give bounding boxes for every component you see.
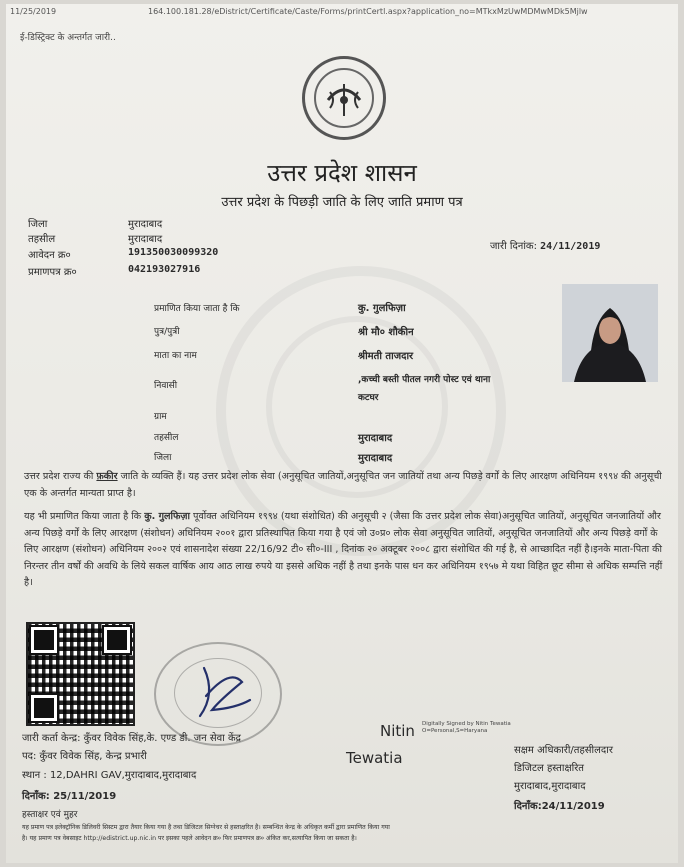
issue-date <box>490 238 600 252</box>
authority-place: मुरादाबाद,मुरादाबाद <box>514 781 586 792</box>
details-label-mother: माता का नाम <box>154 351 197 361</box>
issuer-date: दिनाँक: 25/11/2019 <box>22 791 117 802</box>
details-value-father: श्री मौ० शौकीन <box>358 327 414 338</box>
details-label-certified: प्रमाणित किया जाता है कि <box>154 304 240 314</box>
authority-designation: सक्षम अधिकारी/तहसीलदार <box>514 745 613 756</box>
details-label-district: जिला <box>154 453 172 463</box>
details-label-resident: निवासी <box>154 381 178 391</box>
tehsil-label: तहसील <box>28 234 56 245</box>
issuer-designation: पद: कुँवर विवेक सिंह, केन्द्र प्रभारी <box>22 751 147 762</box>
footer-line-1: यह प्रमाण पत्र इलेक्ट्रॉनिक डिलिवरी सिस्टम द्वारा तैयार किया गया है तथा डिजिटल सिग्नेचर से हस्ताक्षरित है। सम्बन्धित केन्द्र के अधिकृत कर्मी द्वारा प्रमाणित किया गया <box>22 824 390 831</box>
footer-line-2: है। यह प्रमाण पत्र वेबसाइट http://edistrict.up.nic.in पर इसका पहले आवेदन क्र० फिर प्रमाणपत्र क्र० अंकित कर,सत्यापित किया जा सकता है। <box>22 835 357 842</box>
digital-signature-signed-by: Digitally Signed by Nitin Tewatia <box>422 721 511 727</box>
issuer-centre: जारी कर्ता केन्द्र: कुँवर विवेक सिंह,के. एण्ड डी. जन सेवा केंद्र <box>22 733 241 744</box>
eligibility-part2: पूर्वोक्त अधिनियम १९९४ (यथा संशोधित) की अनुसूची २ (जैसा कि उत्तर प्रदेश लोक सेवा)अनुसूचित जातियों, अनुसूचित जनजातियों और अन्य पिछड़े वर्गों के लिए आरक्षण (संशोधन) अधिनियम २००१ द्वारा प्रतिस्थापित किया गया है एवं जो उ०प्र० लोक सेवा अनुसूचित जातियों, अनुसूचित जनजातियों और अन्य पिछड़े वर्गों के लिए आरक्षण (संशोधन) अधिनियम २००२ एवं शासनादेश संख्या 22/16/92 टी० सी०-III , दिनांक २० अक्टूबर २००८ द्वारा संशोधित की गई है, से आच्छादित नहीं है।इनके माता-पिता की निरन्तर तीन वर्षों की अवधि के लिये सकल वार्षिक आय आठ लाख रुपये या इससे अधिक नहीं है तथा इनके पास धन कर अधिनियम १९५७ मे यथा विहित छूट सीमा से अधिक सम्पत्ति नहीं है। <box>24 511 663 588</box>
caste-name: फ़कीर <box>96 471 118 482</box>
edistrict-note: ई-डिस्ट्रिक्ट के अन्तर्गत जारी.. <box>20 33 116 43</box>
digital-signature-last-name: Tewatia <box>346 749 403 767</box>
digital-signature-detail <box>422 721 522 735</box>
application-number-value: 191350030099320 <box>128 247 219 258</box>
print-url: 164.100.181.28/eDistrict/Certificate/Caste/Forms/printCertl.aspx?application_no=MTkxMzUwMDMwMDk5Mjlw <box>148 7 588 16</box>
government-title: उत्तर प्रदेश शासन <box>267 159 417 187</box>
issue-date-label: जारी दिनांक: <box>490 241 537 252</box>
certificate-number-label: प्रमाणपत्र क्र० <box>28 267 77 278</box>
certificate-title: उत्तर प्रदेश के पिछड़ी जाति के लिए जाति प्रमाण पत्र <box>221 195 463 210</box>
print-date: 11/25/2019 <box>10 7 57 16</box>
details-value-address: ,कच्ची बस्ती पीतल नगरी पोस्ट एवं थाना <box>358 375 491 385</box>
issuer-place: स्थान : 12,DAHRI GAV,मुरादाबाद,मुरादाबाद <box>22 770 197 781</box>
details-value-name: कु. गुलफिज़ा <box>358 303 406 314</box>
emblem-fish-bow-icon <box>316 70 372 126</box>
applicant-portrait-icon <box>562 284 658 382</box>
application-number-label: आवेदन क्र० <box>28 250 71 261</box>
details-value-address-line2: कटघर <box>358 393 379 403</box>
details-label-tehsil: तहसील <box>154 433 179 443</box>
certificate-number-value: 042193027916 <box>128 264 201 275</box>
details-value-district: मुरादाबाद <box>358 453 393 464</box>
tehsil-value: मुरादाबाद <box>128 234 163 245</box>
digital-signature-org: O=Personal,S=Haryana <box>422 728 488 734</box>
details-value-mother: श्रीमती ताजदार <box>358 351 414 362</box>
up-government-seal <box>302 56 386 140</box>
details-label-village: ग्राम <box>154 412 167 422</box>
issue-date-value: 24/11/2019 <box>540 241 601 252</box>
details-label-child-of: पुत्र/पुत्री <box>154 327 180 337</box>
applicant-photo <box>562 284 658 382</box>
authority-digital-sign: डिजिटल हस्ताक्षरित <box>514 763 584 774</box>
eligibility-part1: यह भी प्रमाणित किया जाता है कि <box>24 511 145 522</box>
verification-qr-code <box>26 622 135 726</box>
eligibility-paragraph <box>24 509 664 592</box>
caste-statement-part1: उत्तर प्रदेश राज्य की <box>24 471 97 482</box>
caste-statement-part2: जाति के व्यक्ति हैं। यह उत्तर प्रदेश लोक सेवा (अनुसूचित जातियों,अनुसूचित जन जातियों तथा अन्य पिछड़े वर्गों के लिए आरक्षण अधिनियम १९९४ की अनुसूची एक के अन्तर्गत मान्यता प्राप्त है। <box>24 471 662 499</box>
eligibility-name: कु. गुलफिज़ा <box>144 511 190 522</box>
authority-date: दिनाँक:24/11/2019 <box>514 801 605 812</box>
certificate-page <box>6 4 678 863</box>
footer-notice <box>22 822 668 844</box>
issuer-signature <box>190 660 260 722</box>
caste-statement-paragraph <box>24 469 664 502</box>
district-value: मुरादाबाद <box>128 219 163 230</box>
details-value-tehsil: मुरादाबाद <box>358 433 393 444</box>
district-label: जिला <box>28 219 48 230</box>
issuer-sign-seal-label: हस्ताक्षर एवं मुहर <box>22 810 78 820</box>
digital-signature-first-name: Nitin <box>380 722 415 740</box>
